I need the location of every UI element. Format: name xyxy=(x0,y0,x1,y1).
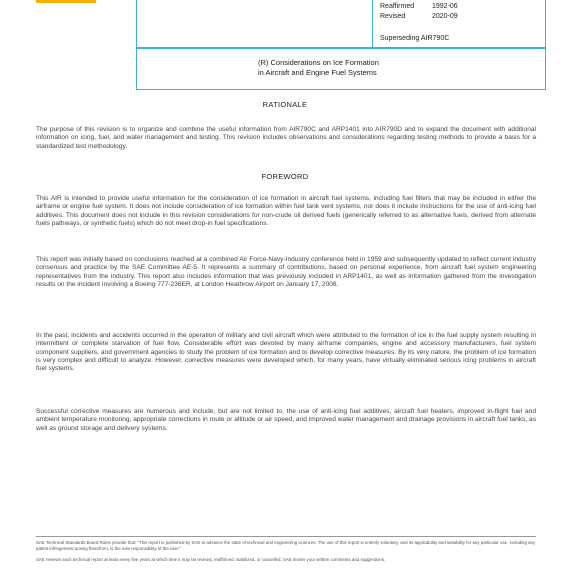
revised-label: Revised xyxy=(380,13,406,20)
foreword-heading: FOREWORD xyxy=(261,172,309,181)
header-divider xyxy=(372,0,373,48)
reaffirmed-row xyxy=(380,2,458,12)
rationale-paragraph: The purpose of this revision is to organize and combine the useful information from AIR790C and ARP1401 into AIR790D and to expand the document with additional information on icing, fuel, and water management and testing. This revision includes observations and considerations regarding testing methods to provide a basis for a standardized test methodology. xyxy=(36,126,536,150)
foreword-paragraph-1: This AIR is intended to provide useful information for the consideration of ice formation in aircraft fuel systems, including fuel filters that may be included in either the airframe or engine fuel system. It does not include consideration of ice formation within fuel tank vent systems, nor does it include instructions for the use of anti-icing fuel additives. This document does not include in this revision considerations for non-crude oil derived fuels (generically referred to as alternative fuels, derived from alternate fuels pathways, or synthetic fuels) which do not meet drop-in fuel specifications. xyxy=(36,195,536,227)
footer-rule xyxy=(36,536,536,537)
reaffirmed-date: 1992-06 xyxy=(432,3,458,10)
superseding-note: Superseding AIR790C xyxy=(380,35,450,42)
rationale-heading: RATIONALE xyxy=(262,100,308,109)
title-line-1: (R) Considerations on Ice Formation xyxy=(258,58,379,67)
title-line-2: in Aircraft and Engine Fuel Systems xyxy=(258,68,377,77)
footer-review-note: SAE reviews each technical report at least every five years at which time it may be revised, reaffirmed, stabilized, or cancelled. SAE invites your written comments and suggestions. xyxy=(36,557,386,562)
foreword-paragraph-3: In the past, incidents and accidents occurred in the operation of military and civil aircraft which were attributed to the formation of ice in the fuel supply system resulting in intermittent or complete starvation of fuel flow. Considerable effort was devoted by many airframe companies, engine and accessory manufacturers, fuel system component suppliers, and government agencies to study the problem of ice formation and to develop corrective measures. By its very nature, the problem of ice formation is very complex and difficult to analyze. However, corrective measures were developed which, for many years, have virtually eliminated serious icing problems in aircraft fuel systems. xyxy=(36,332,536,373)
document-dates xyxy=(380,2,458,22)
header-box xyxy=(136,0,546,48)
document-title xyxy=(258,58,379,78)
revised-row xyxy=(380,12,458,22)
sae-logo xyxy=(36,0,96,3)
foreword-paragraph-4: Successful corrective measures are numerous and include, but are not limited to, the use of anti-icing fuel additives, aircraft fuel heaters, improved in-flight fuel and ambient temperature monitoring, appropriate corrections in route or altitude or air speed, and improved water management and drainage provisions in aircraft fuel tanks, as well as ground storage and delivery systems. xyxy=(36,408,536,432)
footer-disclaimer: SAE Technical Standards Board Rules provide that: "This report is published by SAE to advance the state of technical and engineering sciences. The use of this report is entirely voluntary, and its applicability and suitability for any particular use, including any patent infringement arising therefrom, is the sole responsibility of the user." xyxy=(36,540,536,551)
revised-date: 2020-09 xyxy=(432,13,458,20)
reaffirmed-label: Reaffirmed xyxy=(380,3,415,10)
foreword-paragraph-2: This report was initially based on conclusions reached at a combined Air Force-Navy-Industry conference held in 1959 and subsequently updated to reflect current industry consensus and practice by the SAE Committee AE-5. It represents a summary of contributions, based on personal experience, from aircraft fuel system engineering representatives from the industry. This report also includes information that was previously included in ARP1401, as well as information gathered from the investigation results on the incident involving a Boeing 777-236ER, at London Heathrow Airport on January 17, 2008. xyxy=(36,256,536,288)
